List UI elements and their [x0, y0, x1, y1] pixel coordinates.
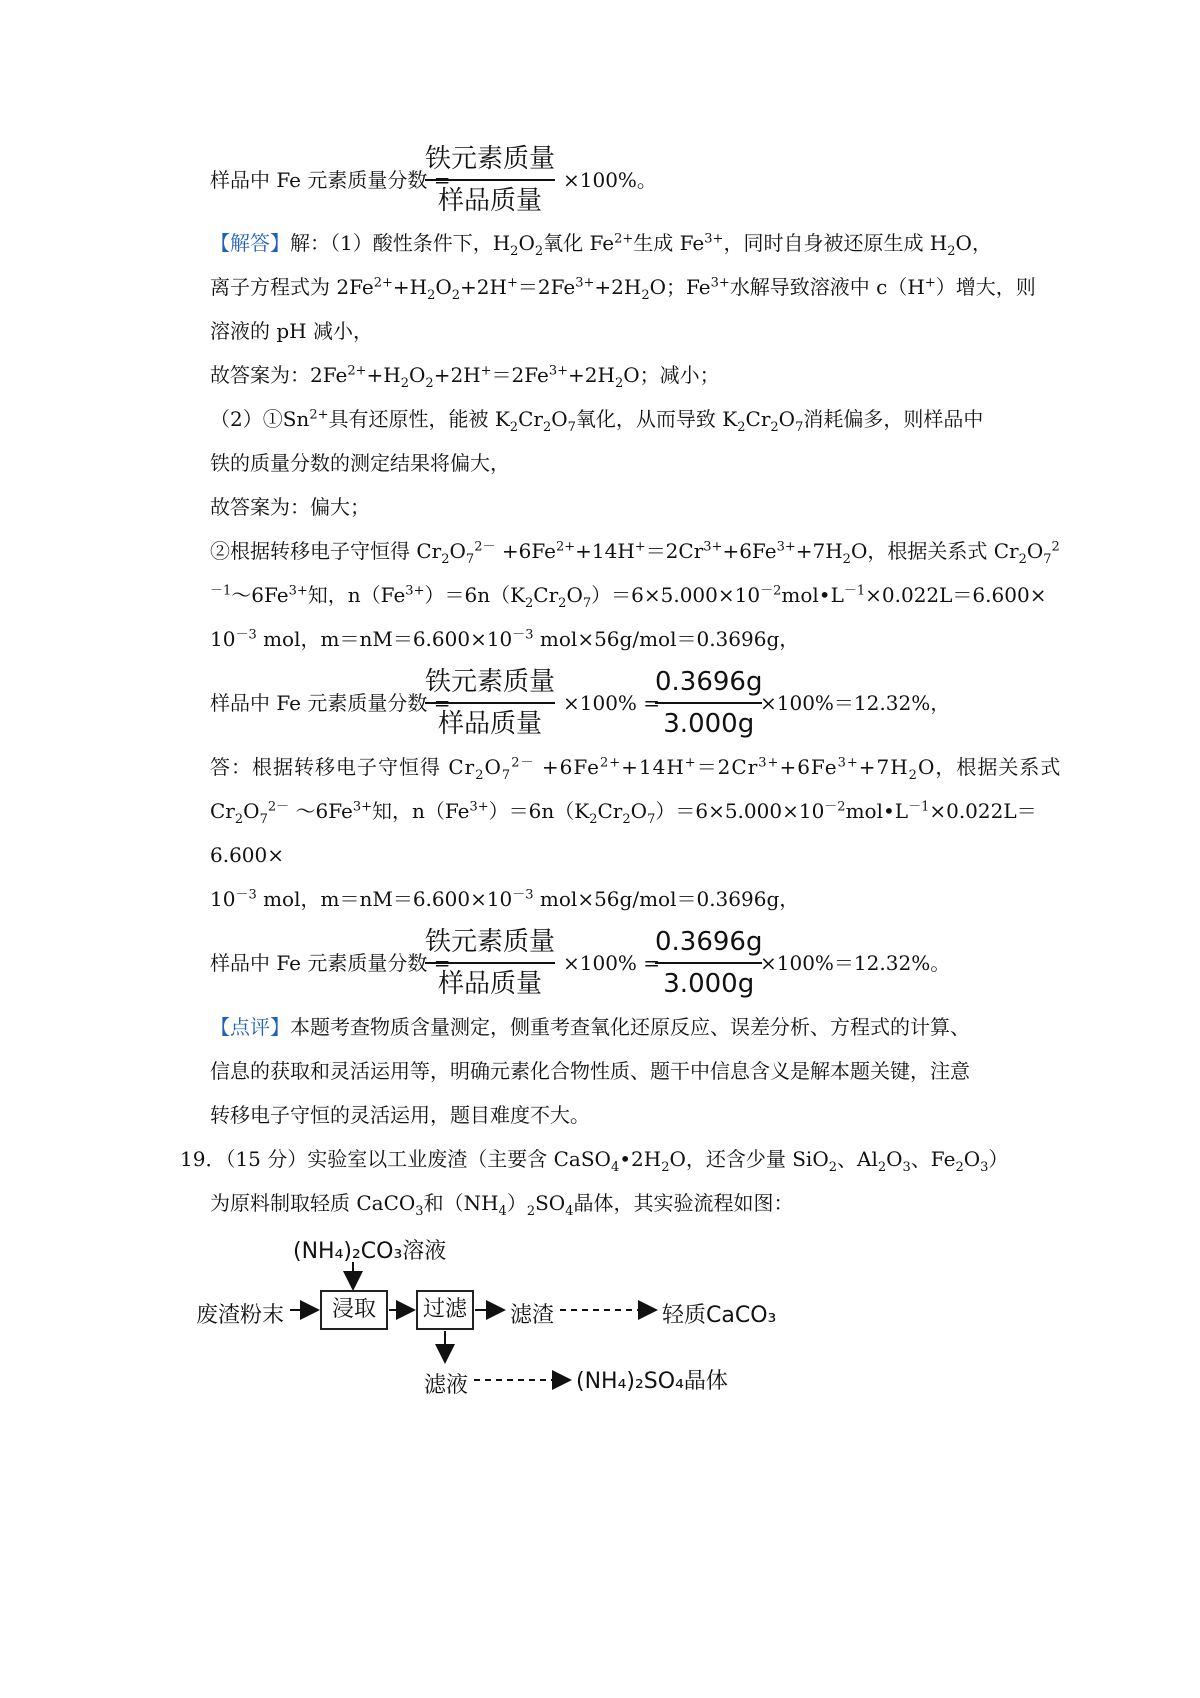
answer-line-1: 【解答】解：（1）酸性条件下，$H_2O_2$氧化 $Fe^{2+}$生成 $Fe^{3+}$，同时自身被还原生成 $H_2O$， — [210, 231, 992, 259]
question-19-line-2: 为原料制取轻质 CaCO$_3$和$(NH_4)_2SO_4$晶体，其实验流程如图： — [210, 1191, 794, 1219]
formula-2-mid: ×100% = — [563, 691, 661, 715]
answer-line-6: 铁的质量分数的测定结果将偏大， — [210, 451, 510, 475]
answer-line-4: 故答案为：$2Fe^{2+}+H_2O_2+2H^+=2Fe^{3+}+2H_2O$；减小； — [210, 363, 720, 391]
flow-start: 废渣粉末 — [196, 1303, 285, 1328]
fraction-3b: 0.3696g 3.000g — [655, 927, 763, 999]
fraction-3a: 铁元素质量 样品质量 — [425, 927, 556, 999]
flow-residue: 滤渣 — [510, 1303, 555, 1328]
comment-tag: 【点评】 — [210, 1015, 290, 1039]
fraction-2a: 铁元素质量 样品质量 — [425, 667, 556, 739]
answer-line-5: $(2)①Sn^{2+}$具有还原性，能被 $K_2Cr_2O_7$氧化，从而导致 $K_2Cr_2O_7$消耗偏多，则样品中 — [210, 407, 984, 435]
flow-box-leach: 浸取 — [320, 1290, 388, 1330]
answer-line-12: $Cr_2O_7^{2-}$ $\sim 6Fe^{3+}$知，$n(Fe^{3+})=6n(K_2Cr_2O_7)=6\times 5.000\times 10^{-2}mol•L^{-1}\times 0.022L=$ — [210, 799, 1037, 827]
answer-line-11: 答：根据转移电子守恒得 $Cr_2O_7^{2-} +6Fe^{2+}+14H^+=2Cr^{3+}+6Fe^{3+}+7H_2O$，根据关系式 — [210, 755, 1062, 783]
answer-line-13: 6.600× — [210, 843, 285, 867]
formula-1: 样品中 Fe 元素质量分数 = — [210, 168, 451, 192]
formula-3: 样品中 Fe 元素质量分数 = — [210, 951, 451, 975]
fraction-2b: 0.3696g 3.000g — [655, 667, 763, 739]
flow-product-2: (NH₄)₂SO₄晶体 — [576, 1369, 728, 1394]
flow-top-reagent: (NH₄)₂CO₃溶液 — [293, 1239, 447, 1264]
formula-3-mid: ×100% = — [563, 951, 661, 975]
answer-line-8: ②根据转移电子守恒得 $Cr_2O_7^{2-} +6Fe^{2+}+14H^+=2Cr^{3+}+6Fe^{3+}+7H_2O$，根据关系式 $Cr_2O_7^2$ — [210, 539, 1060, 567]
answer-line-3: 溶液的 pH 减小， — [210, 319, 373, 343]
formula-1-suffix: ×100%。 — [563, 168, 657, 192]
comment-line-2: 信息的获取和灵活运用等，明确元素化合物性质、题干中信息含义是解本题关键，注意 — [210, 1059, 970, 1083]
flow-box-filter: 过滤 — [416, 1290, 474, 1330]
answer-line-10: $10^{-3}$ mol，$m=nM=6.600\times 10^{-3}$ mol×56g/mol＝0.3696g， — [210, 627, 800, 651]
answer-tag: 【解答】 — [210, 231, 290, 255]
answer-line-14: $10^{-3}$ mol，$m=nM=6.600\times 10^{-3}$ mol×56g/mol＝0.3696g， — [210, 887, 800, 911]
question-19-line-1: 19．（15 分）实验室以工业废渣（主要含 $CaSO_4•2H_2O$，还含少量 SiO$_2$、$Al_2O_3$、$Fe_2O_3$） — [180, 1147, 1009, 1175]
fraction-1: 铁元素质量 样品质量 — [425, 144, 556, 216]
formula-2: 样品中 Fe 元素质量分数 = — [210, 691, 451, 715]
comment-line-1: 【点评】本题考查物质含量测定，侧重考查氧化还原反应、误差分析、方程式的计算、 — [210, 1015, 970, 1039]
flow-filtrate: 滤液 — [424, 1373, 469, 1398]
answer-line-2: 离子方程式为 $2Fe^{2+}+H_2O_2+2H^+=2Fe^{3+}+2H_2O$；$Fe^{3+}$水解导致溶液中 c（H+）增大，则 — [210, 275, 1036, 303]
answer-line-9: $^{-1}\sim 6Fe^{3+}$知，$n(Fe^{3+})=6n(K_2Cr_2O_7)=6\times 5.000\times 10^{-2}mol•L^{-1}\times 0.022L=6.600\times$ — [210, 583, 1047, 611]
formula-2-suffix: ×100%＝12.32%， — [760, 691, 951, 715]
formula-3-suffix: ×100%＝12.32%。 — [760, 951, 951, 975]
comment-line-3: 转移电子守恒的灵活运用，题目难度不大。 — [210, 1103, 590, 1127]
answer-line-7: 故答案为：偏大； — [210, 495, 370, 519]
flow-product-1: 轻质CaCO₃ — [662, 1303, 777, 1328]
